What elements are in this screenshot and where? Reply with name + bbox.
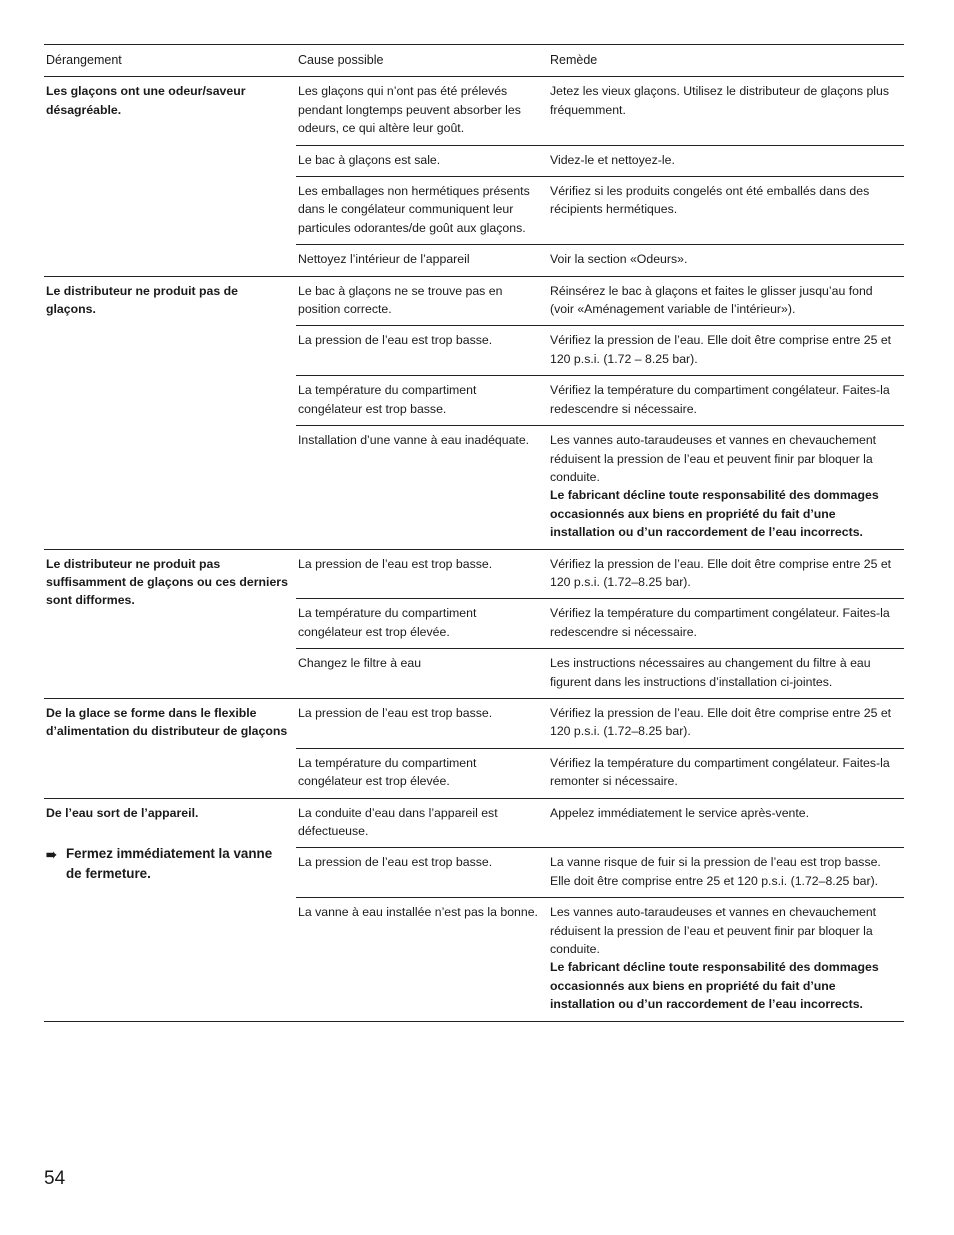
header-problem: Dérangement <box>44 45 296 77</box>
problem-cell <box>44 549 296 698</box>
remedy-cell: Appelez immédiatement le service après-vente. <box>548 798 904 848</box>
cause-cell: La pression de l’eau est trop basse. <box>296 326 548 376</box>
cause-cell: La température du compartiment congélateur est trop élevée. <box>296 599 548 649</box>
remedy-cell: Vérifiez la pression de l’eau. Elle doit être comprise entre 25 et 120 p.s.i. (1.72 – 8.25 bar). <box>548 326 904 376</box>
cause-cell: Les glaçons qui n’ont pas été prélevés pendant longtemps peuvent absorber les odeurs, ce qui altère leur goût. <box>296 77 548 145</box>
liability-warning: Le fabricant décline toute responsabilité des dommages occasionnés aux biens en propriété du fait d’une installation ou d’un raccordement de l’eau incorrects. <box>550 488 879 540</box>
problem-text: Les glaçons ont une odeur/saveur désagréable. <box>46 84 246 117</box>
remedy-cell: Vérifiez la pression de l’eau. Elle doit être comprise entre 25 et 120 p.s.i. (1.72–8.25 bar). <box>548 549 904 599</box>
problem-text: Le distributeur ne produit pas suffisamment de glaçons ou ces derniers sont difformes. <box>46 556 288 608</box>
cause-cell: La pression de l’eau est trop basse. <box>296 549 548 599</box>
remedy-cell: Vérifiez la température du compartiment congélateur. Faites-la redescendre si nécessaire. <box>548 376 904 426</box>
remedy-cell: Réinsérez le bac à glaçons et faites le glisser jusqu’au fond (voir «Aménagement variable de l’intérieur»). <box>548 276 904 326</box>
cause-cell: Changez le filtre à eau <box>296 649 548 699</box>
cause-cell: Installation d’une vanne à eau inadéquate. <box>296 426 548 549</box>
cause-cell: La conduite d’eau dans l’appareil est défectueuse. <box>296 798 548 848</box>
remedy-cell: Les instructions nécessaires au changement du filtre à eau figurent dans les instructions d’installation ci-jointes. <box>548 649 904 699</box>
remedy-text: Les vannes auto-taraudeuses et vannes en chevauchement réduisent la pression de l’eau et peuvent finir par bloquer la conduite. <box>550 433 877 484</box>
cause-cell: La température du compartiment congélateur est trop basse. <box>296 376 548 426</box>
shutoff-note <box>46 844 288 883</box>
remedy-cell <box>548 426 904 549</box>
table-header-row <box>44 45 904 77</box>
problem-cell <box>44 77 296 276</box>
remedy-cell: La vanne risque de fuir si la pression de l’eau est trop basse. Elle doit être comprise entre 25 et 120 p.s.i. (1.72–8.25 bar). <box>548 848 904 898</box>
header-remedy: Remède <box>548 45 904 77</box>
remedy-cell: Jetez les vieux glaçons. Utilisez le distributeur de glaçons plus fréquemment. <box>548 77 904 145</box>
remedy-cell <box>548 898 904 1021</box>
table-row <box>44 798 904 848</box>
troubleshooting-table <box>44 44 904 1022</box>
remedy-cell: Voir la section «Odeurs». <box>548 245 904 276</box>
header-cause: Cause possible <box>296 45 548 77</box>
liability-warning: Le fabricant décline toute responsabilité des dommages occasionnés aux biens en propriété du fait d’une installation ou d’un raccordement de l’eau incorrects. <box>550 960 879 1012</box>
cause-cell: Le bac à glaçons est sale. <box>296 145 548 176</box>
table-row <box>44 276 904 326</box>
troubleshooting-page <box>44 44 904 1022</box>
shutoff-note-text: Fermez immédiatement la vanne de fermeture. <box>66 846 273 881</box>
page-number: 54 <box>44 1168 66 1189</box>
problem-cell <box>44 276 296 549</box>
table-row <box>44 698 904 748</box>
cause-cell: La température du compartiment congélateur est trop élevée. <box>296 748 548 798</box>
cause-cell: Nettoyez l’intérieur de l’appareil <box>296 245 548 276</box>
table-row <box>44 549 904 599</box>
problem-cell <box>44 698 296 798</box>
table-row <box>44 77 904 145</box>
remedy-cell: Vérifiez si les produits congelés ont été emballés dans des récipients hermétiques. <box>548 177 904 245</box>
cause-cell: Les emballages non hermétiques présents dans le congélateur communiquent leur particules odorantes/de goût aux glaçons. <box>296 177 548 245</box>
problem-text: De la glace se forme dans le flexible d’alimentation du distributeur de glaçons <box>46 705 288 739</box>
problem-text: Le distributeur ne produit pas de glaçons. <box>46 283 238 317</box>
remedy-cell: Vérifiez la pression de l’eau. Elle doit être comprise entre 25 et 120 p.s.i. (1.72–8.25 bar). <box>548 698 904 748</box>
remedy-cell: Vérifiez la température du compartiment congélateur. Faites-la redescendre si nécessaire. <box>548 599 904 649</box>
cause-cell: La vanne à eau installée n’est pas la bonne. <box>296 898 548 1021</box>
problem-text: De l’eau sort de l’appareil. <box>46 805 199 820</box>
problem-cell <box>44 798 296 1021</box>
remedy-text: Les vannes auto-taraudeuses et vannes en chevauchement réduisent la pression de l’eau et peuvent finir par bloquer la conduite. <box>550 905 877 957</box>
cause-cell: La pression de l’eau est trop basse. <box>296 848 548 898</box>
cause-cell: La pression de l’eau est trop basse. <box>296 698 548 748</box>
remedy-cell: Videz-le et nettoyez-le. <box>548 145 904 176</box>
arrow-right-icon: ➠ <box>46 847 57 862</box>
remedy-cell: Vérifiez la température du compartiment congélateur. Faites-la remonter si nécessaire. <box>548 748 904 798</box>
cause-cell: Le bac à glaçons ne se trouve pas en position correcte. <box>296 276 548 326</box>
